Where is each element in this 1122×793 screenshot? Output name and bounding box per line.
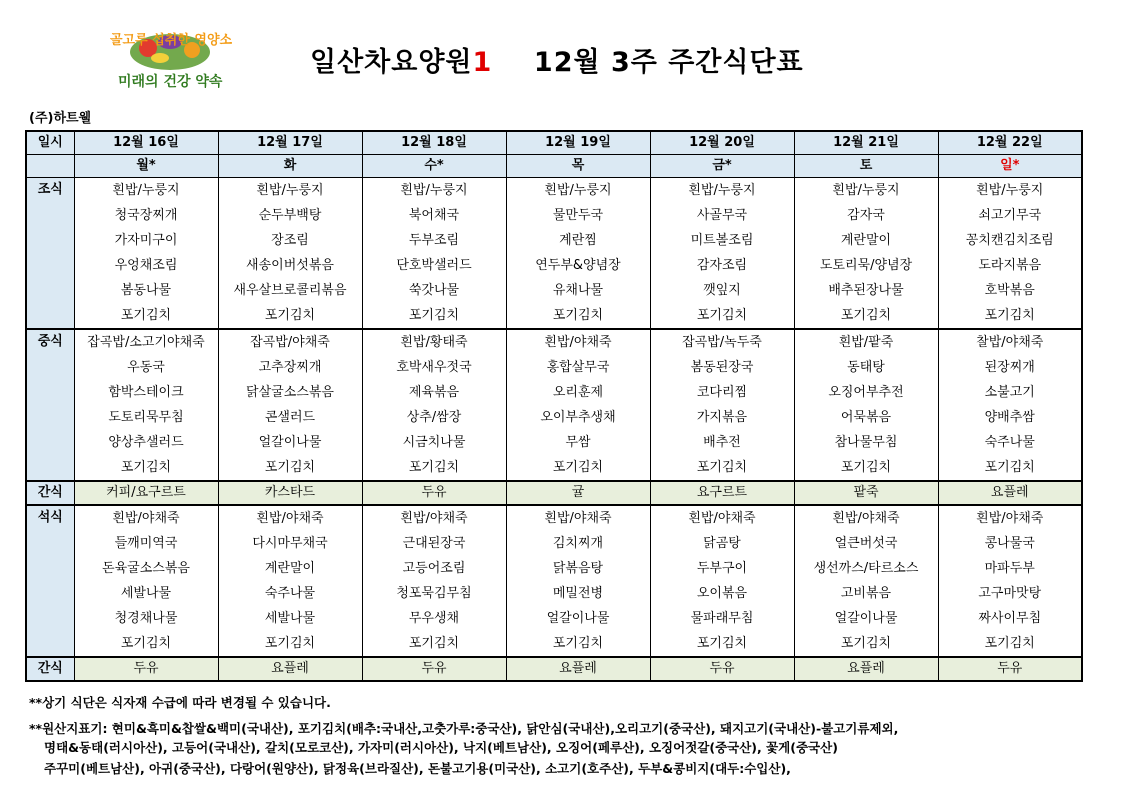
menu-item: 봄동나물	[120, 283, 172, 298]
meal-cell	[794, 505, 938, 657]
snack-cell: 두유	[74, 657, 218, 681]
menu-item: 얼큰버섯국	[834, 536, 898, 551]
meal-cell	[362, 505, 506, 657]
menu-item: 오리훈제	[552, 385, 604, 400]
title-prefix: 일산차요양원	[310, 47, 473, 78]
menu-item: 참나물무침	[834, 435, 898, 450]
weekday-cell: 월*	[74, 155, 218, 178]
menu-item: 흰밥/누룽지	[832, 183, 900, 198]
menu-item: 청경채나물	[114, 611, 178, 626]
menu-item: 포기김치	[840, 460, 892, 475]
menu-item: 잡곡밥/야채죽	[250, 335, 330, 350]
menu-item: 찰밥/야채죽	[976, 335, 1044, 350]
menu-item: 포기김치	[552, 636, 604, 651]
menu-item: 고등어조림	[402, 561, 466, 576]
menu-item: 우엉채조림	[114, 258, 178, 273]
weekday-cell: 금*	[650, 155, 794, 178]
meal-label: 석식	[26, 505, 74, 657]
menu-item: 어묵볶음	[840, 410, 892, 425]
menu-item: 쑥갓나물	[408, 283, 460, 298]
menu-item: 호박새우젓국	[396, 360, 472, 375]
menu-item: 포기김치	[696, 308, 748, 323]
menu-item: 흰밥/야채죽	[256, 511, 324, 526]
menu-item: 미트볼조림	[690, 233, 754, 248]
date-cell: 12월 17일	[218, 131, 362, 155]
menu-item: 포기김치	[408, 460, 460, 475]
menu-item: 물만두국	[552, 208, 604, 223]
menu-item: 연두부&양념장	[535, 258, 621, 273]
date-row	[26, 131, 1082, 155]
meal-cell	[650, 178, 794, 330]
date-cell: 12월 16일	[74, 131, 218, 155]
menu-item: 포기김치	[984, 460, 1035, 475]
menu-item: 오이볶음	[696, 586, 748, 601]
notes	[29, 690, 898, 781]
weekday-row	[26, 155, 1082, 178]
meal-cell	[938, 505, 1082, 657]
weekly-menu-table	[25, 130, 1083, 682]
date-cell: 12월 20일	[650, 131, 794, 155]
menu-item: 김치찌개	[552, 536, 604, 551]
date-cell: 12월 21일	[794, 131, 938, 155]
logo-graphic	[100, 22, 248, 98]
menu-item: 된장찌개	[984, 360, 1035, 375]
menu-item: 새우살브로콜리볶음	[233, 283, 347, 298]
note-origin-3: 주꾸미(베트남산), 아귀(중국산), 다랑어(원양산), 닭정육(브라질산), 돈불고기용(미국산), 소고기(호주산), 두부&콩비지(대두:수입산),	[44, 761, 791, 776]
menu-item: 도라지볶음	[978, 258, 1042, 273]
menu-item: 봄동된장국	[690, 360, 754, 375]
menu-item: 포기김치	[552, 460, 604, 475]
menu-item: 계란말이	[840, 233, 892, 248]
menu-item: 무우생채	[408, 611, 460, 626]
menu-item: 얼갈이나물	[258, 435, 322, 450]
menu-item: 시금치나물	[402, 435, 466, 450]
menu-item: 흰밥/야채죽	[544, 511, 612, 526]
menu-item: 꽁치캔김치조림	[965, 233, 1054, 248]
meal-cell	[938, 329, 1082, 481]
meal-label: 중식	[26, 329, 74, 481]
menu-item: 들깨미역국	[114, 536, 178, 551]
snack-cell: 귤	[506, 481, 650, 505]
menu-item: 오징어부추전	[828, 385, 904, 400]
snack-cell: 요플레	[938, 481, 1082, 505]
menu-item: 청국장찌개	[114, 208, 178, 223]
meal-cell	[218, 505, 362, 657]
meal-cell	[506, 329, 650, 481]
menu-item: 흰밥/야채죽	[832, 511, 900, 526]
menu-item: 닭살굴소스볶음	[246, 385, 334, 400]
menu-item: 흰밥/황태죽	[400, 335, 468, 350]
menu-item: 포기김치	[840, 308, 892, 323]
snack-cell: 요플레	[218, 657, 362, 681]
menu-item: 포기김치	[264, 460, 316, 475]
weekday-cell: 토	[794, 155, 938, 178]
corner-label: 일시	[26, 131, 74, 155]
menu-item: 얼갈이나물	[546, 611, 610, 626]
menu-item: 코다리찜	[696, 385, 748, 400]
menu-item: 순두부백탕	[258, 208, 322, 223]
snack-cell: 카스타드	[218, 481, 362, 505]
menu-item: 오이부추생채	[540, 410, 616, 425]
menu-item: 포기김치	[696, 460, 748, 475]
snack-cell: 팥죽	[794, 481, 938, 505]
page-title	[310, 40, 804, 79]
menu-item: 홍합살무국	[546, 360, 610, 375]
menu-item: 상추/쌈장	[406, 410, 462, 425]
weekday-cell: 일*	[938, 155, 1082, 178]
weekday-cell: 목	[506, 155, 650, 178]
menu-item: 계란찜	[559, 233, 597, 248]
menu-item: 도토리묵/양념장	[819, 258, 913, 273]
date-cell: 12월 22일	[938, 131, 1082, 155]
menu-item: 포기김치	[264, 308, 316, 323]
weekday-corner	[26, 155, 74, 178]
menu-item: 양상추샐러드	[108, 435, 184, 450]
note-origin-1: **원산지표기: 현미&흑미&찹쌀&백미(국내산), 포기김치(배추:국내산,고춧가루:중국산), 닭안심(국내산),오리고기(중국산), 돼지고기(국내산)-불고기류제외,	[29, 721, 899, 736]
logo-text-1: 골고루 섭취한 영양소	[110, 33, 233, 48]
menu-item: 장조림	[271, 233, 309, 248]
menu-item: 포기김치	[408, 636, 460, 651]
meal-label: 간식	[26, 657, 74, 681]
menu-item: 흰밥/야채죽	[976, 511, 1044, 526]
menu-item: 배추전	[703, 435, 741, 450]
menu-item: 닭볶음탕	[552, 561, 604, 576]
date-cell: 12월 19일	[506, 131, 650, 155]
menu-item: 마파두부	[984, 561, 1035, 576]
menu-item: 생선까스/타르소스	[813, 561, 919, 576]
menu-item: 함박스테이크	[108, 385, 184, 400]
menu-item: 세발나물	[264, 611, 316, 626]
menu-item: 단호박샐러드	[396, 258, 472, 273]
meal-cell	[74, 178, 218, 330]
snack-cell: 커피/요구르트	[74, 481, 218, 505]
snack-cell: 요플레	[794, 657, 938, 681]
title-number: 1	[472, 47, 493, 78]
menu-item: 숙주나물	[984, 435, 1035, 450]
menu-item: 포기김치	[840, 636, 892, 651]
menu-item: 돈육굴소스볶음	[102, 561, 190, 576]
meal-cell	[362, 329, 506, 481]
meal-cell	[938, 178, 1082, 330]
meal-row	[26, 329, 1082, 481]
menu-item: 포기김치	[120, 460, 172, 475]
menu-item: 깻잎지	[703, 283, 741, 298]
menu-item: 흰밥/누룽지	[400, 183, 468, 198]
menu-item: 우동국	[127, 360, 165, 375]
menu-item: 흰밥/누룽지	[544, 183, 612, 198]
menu-item: 흰밥/팥죽	[838, 335, 894, 350]
menu-item: 포기김치	[984, 636, 1035, 651]
menu-item: 고추장찌개	[258, 360, 322, 375]
snack-cell: 두유	[362, 657, 506, 681]
weekday-cell: 수*	[362, 155, 506, 178]
menu-item: 배추된장나물	[828, 283, 904, 298]
menu-item: 동태탕	[847, 360, 885, 375]
menu-item: 근대된장국	[402, 536, 466, 551]
meal-row	[26, 178, 1082, 330]
meal-label: 간식	[26, 481, 74, 505]
menu-item: 흰밥/야채죽	[544, 335, 612, 350]
meal-cell	[506, 178, 650, 330]
menu-item: 흰밥/야채죽	[112, 511, 180, 526]
date-cell: 12월 18일	[362, 131, 506, 155]
logo	[100, 22, 248, 98]
snack-cell: 두유	[938, 657, 1082, 681]
menu-item: 포기김치	[120, 308, 172, 323]
snack-cell: 요플레	[506, 657, 650, 681]
menu-item: 포기김치	[552, 308, 604, 323]
menu-item: 메밀전병	[552, 586, 604, 601]
menu-item: 포기김치	[984, 308, 1035, 323]
meal-cell	[362, 178, 506, 330]
menu-item: 얼갈이나물	[834, 611, 898, 626]
menu-item: 감자조림	[696, 258, 748, 273]
meal-cell	[74, 505, 218, 657]
menu-item: 가지볶음	[696, 410, 748, 425]
snack-cell: 요구르트	[650, 481, 794, 505]
menu-item: 소불고기	[984, 385, 1035, 400]
menu-item: 물파래무침	[690, 611, 754, 626]
menu-item: 가자미구이	[114, 233, 178, 248]
menu-item: 고구마맛탕	[978, 586, 1042, 601]
menu-item: 잡곡밥/소고기야채죽	[87, 335, 205, 350]
menu-item: 닭곰탕	[703, 536, 741, 551]
menu-item: 콘샐러드	[264, 410, 316, 425]
menu-item: 흰밥/누룽지	[112, 183, 180, 198]
logo-text-2: 미래의 건강 약속	[118, 74, 223, 90]
menu-item: 호박볶음	[984, 283, 1035, 298]
snack-cell: 두유	[650, 657, 794, 681]
menu-item: 북어채국	[408, 208, 460, 223]
menu-item: 두부조림	[408, 233, 460, 248]
menu-item: 포기김치	[408, 308, 460, 323]
meal-cell	[794, 178, 938, 330]
menu-item: 제육볶음	[408, 385, 460, 400]
meal-row	[26, 505, 1082, 657]
menu-item: 잡곡밥/녹두죽	[682, 335, 762, 350]
menu-item: 포기김치	[696, 636, 748, 651]
menu-item: 사골무국	[696, 208, 748, 223]
snack-cell: 두유	[362, 481, 506, 505]
company-name: (주)하트웰	[29, 111, 92, 126]
menu-item: 무쌈	[565, 435, 591, 450]
meal-cell	[506, 505, 650, 657]
menu-item: 세발나물	[120, 586, 172, 601]
menu-item: 짜사이무침	[978, 611, 1042, 626]
meal-cell	[650, 505, 794, 657]
menu-item: 두부구이	[696, 561, 748, 576]
meal-cell	[218, 178, 362, 330]
note-change: **상기 식단은 식자재 수급에 따라 변경될 수 있습니다.	[29, 695, 331, 710]
menu-item: 흰밥/야채죽	[400, 511, 468, 526]
weekday-cell: 화	[218, 155, 362, 178]
meal-label: 조식	[26, 178, 74, 330]
meal-cell	[74, 329, 218, 481]
menu-item: 흰밥/야채죽	[688, 511, 756, 526]
menu-item: 포기김치	[120, 636, 172, 651]
menu-item: 유채나물	[552, 283, 604, 298]
menu-item: 양배추쌈	[984, 410, 1035, 425]
snack-row	[26, 657, 1082, 681]
menu-item: 고비볶음	[840, 586, 892, 601]
menu-item: 숙주나물	[264, 586, 316, 601]
menu-item: 새송이버섯볶음	[246, 258, 334, 273]
menu-item: 흰밥/누룽지	[976, 183, 1044, 198]
meal-cell	[218, 329, 362, 481]
menu-item: 쇠고기무국	[978, 208, 1042, 223]
title-suffix: 12월 3주 주간식단표	[533, 47, 804, 78]
menu-item: 흰밥/누룽지	[256, 183, 324, 198]
menu-item: 흰밥/누룽지	[688, 183, 756, 198]
menu-item: 콩나물국	[984, 536, 1035, 551]
menu-item: 다시마무채국	[252, 536, 328, 551]
menu-item: 포기김치	[264, 636, 316, 651]
meal-cell	[650, 329, 794, 481]
snack-row	[26, 481, 1082, 505]
note-origin-2: 명태&동태(러시아산), 고등어(국내산), 갈치(모로코산), 가자미(러시아산), 낙지(베트남산), 오징어(페루산), 오징어젓갈(중국산), 꽃게(중국산)	[44, 740, 838, 755]
menu-item: 도토리묵무침	[108, 410, 184, 425]
meal-cell	[794, 329, 938, 481]
menu-item: 감자국	[847, 208, 885, 223]
menu-item: 계란말이	[264, 561, 316, 576]
menu-item: 청포묵김무침	[396, 586, 472, 601]
